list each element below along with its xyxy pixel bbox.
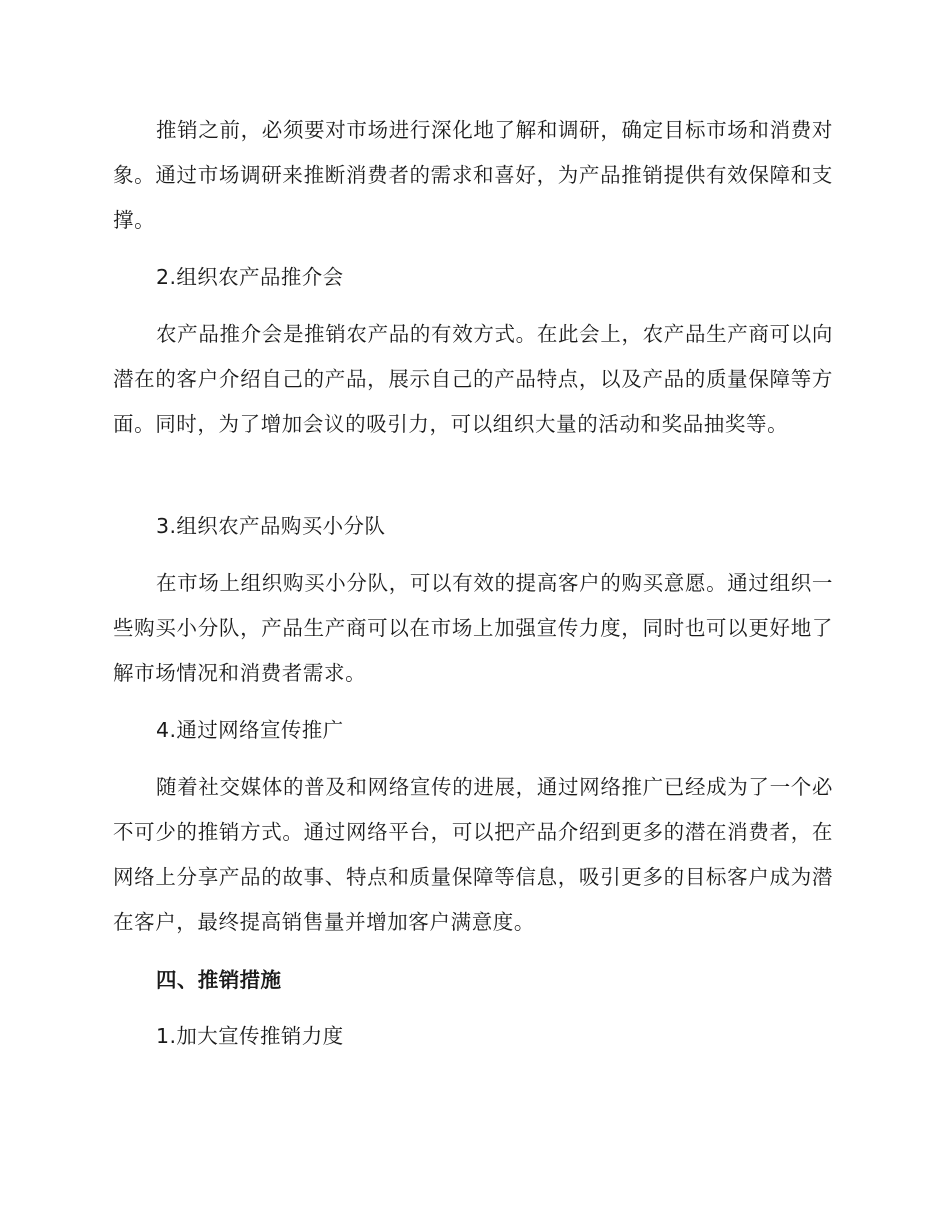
heading-product-promotion-meeting: 2.组织农产品推介会 xyxy=(156,265,344,289)
paragraph-market-research: 推销之前，必须要对市场进行深化地了解和调研，确定目标市场和消费对象。通过市场调研来推断消费者的需求和喜好，为产品推销提供有效保障和支撑。 xyxy=(113,118,833,232)
paragraph-online-promotion: 随着社交媒体的普及和网络宣传的进展，通过网络推广已经成为了一个必不可少的推销方式。通过网络平台，可以把产品介绍到更多的潜在消费者，在网络上分享产品的故事、特点和质量保障等信息，吸引更多的目标客户成为潜在客户，最终提高销售量并增加客户满意度。 xyxy=(113,775,833,934)
section-heading-promotion-measures: 四、推销措施 xyxy=(156,968,282,992)
heading-purchase-team: 3.组织农产品购买小分队 xyxy=(156,514,386,538)
heading-increase-promotion: 1.加大宣传推销力度 xyxy=(156,1024,344,1048)
heading-online-promotion: 4.通过网络宣传推广 xyxy=(156,718,344,742)
paragraph-promotion-meeting: 农产品推介会是推销农产品的有效方式。在此会上，农产品生产商可以向潜在的客户介绍自己的产品，展示自己的产品特点，以及产品的质量保障等方面。同时，为了增加会议的吸引力，可以组织大量的活动和奖品抽奖等。 xyxy=(113,322,833,436)
paragraph-purchase-team: 在市场上组织购买小分队，可以有效的提高客户的购买意愿。通过组织一些购买小分队，产品生产商可以在市场上加强宣传力度，同时也可以更好地了解市场情况和消费者需求。 xyxy=(113,571,833,685)
